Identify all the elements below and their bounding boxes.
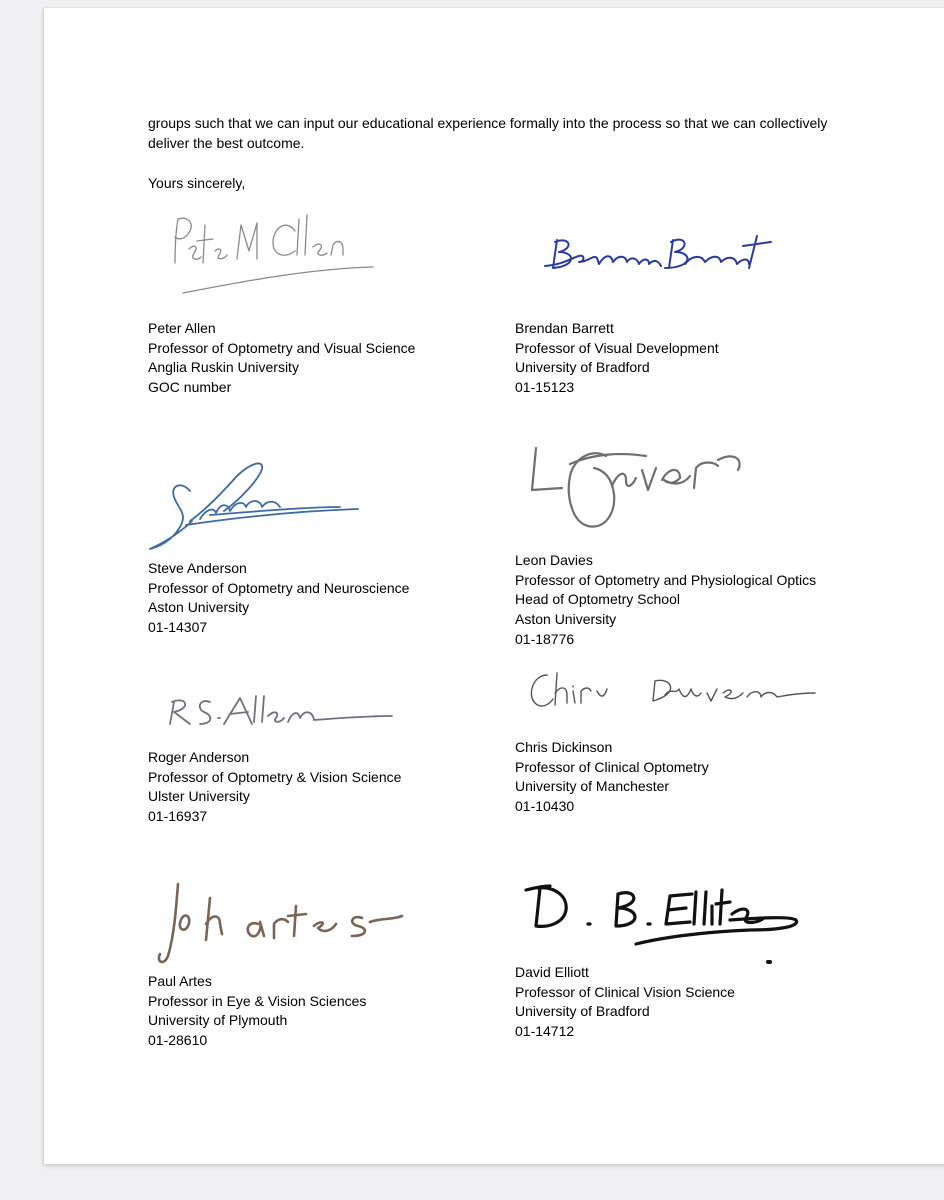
- signatory-name: Brendan Barrett: [515, 320, 614, 336]
- signatory-affiliation: Aston University: [148, 599, 250, 616]
- signatory-affiliation: University of Manchester: [515, 778, 670, 795]
- signatory-title: Professor of Clinical Vision Science: [515, 983, 735, 1000]
- signatory-block: [515, 738, 709, 817]
- signature-david-elliott: [520, 880, 820, 965]
- signatory-block: [148, 748, 401, 827]
- signatory-title: Professor of Optometry & Vision Science: [148, 768, 402, 785]
- signatory-block: [515, 963, 735, 1042]
- signature-brendan-barrett: [535, 228, 795, 283]
- signatory-registration: 01-28610: [148, 1032, 208, 1049]
- signatory-name: Leon Davies: [515, 552, 593, 568]
- signatory-block: [515, 551, 816, 650]
- signatory-affiliation: Ulster University: [148, 788, 250, 805]
- signatory-name: Steve Anderson: [148, 560, 247, 576]
- signatory-title: Professor of Optometry and Visual Science: [148, 339, 416, 356]
- signatory-affiliation: Aston University: [515, 611, 617, 628]
- signature-chris-dickinson: [525, 665, 820, 715]
- signatory-block: [515, 319, 719, 398]
- signatory-name: Peter Allen: [148, 320, 216, 336]
- signatory-registration: 01-18776: [515, 630, 575, 647]
- signatory-registration: 01-15123: [515, 379, 575, 396]
- signatory-block: [148, 559, 409, 638]
- signatory-title: Professor of Visual Development: [515, 339, 719, 356]
- signatory-name: Chris Dickinson: [515, 739, 613, 755]
- signatory-affiliation: University of Plymouth: [148, 1012, 288, 1029]
- signatory-title: Professor of Optometry and Physiological Optics: [515, 571, 817, 588]
- signatory-registration: 01-10430: [515, 798, 575, 815]
- signatory-registration: GOC number: [148, 379, 232, 396]
- signatory-registration: 01-14307: [148, 619, 208, 636]
- signatory-registration: 01-14712: [515, 1023, 575, 1040]
- signature-roger-anderson: [160, 690, 400, 740]
- signatory-block: [148, 972, 366, 1051]
- signatory-name: David Elliott: [515, 964, 589, 980]
- signatory-affiliation: University of Bradford: [515, 1003, 650, 1020]
- signatory-name: Paul Artes: [148, 973, 212, 989]
- signatory-registration: 01-16937: [148, 808, 208, 825]
- signatory-block: [148, 319, 415, 398]
- signatory-title: Professor of Optometry and Neuroscience: [148, 579, 410, 596]
- signature-steve-anderson: [140, 455, 370, 560]
- signature-paul-artes: [148, 870, 423, 975]
- letter-closing: Yours sincerely,: [148, 175, 246, 191]
- signatory-affiliation: Anglia Ruskin University: [148, 359, 299, 376]
- signatory-affiliation: University of Bradford: [515, 359, 650, 376]
- signatory-title: Professor in Eye & Vision Sciences: [148, 992, 367, 1009]
- signature-leon-davies: [522, 428, 762, 538]
- signature-peter-allen: [145, 205, 385, 300]
- signatory-name: Roger Anderson: [148, 749, 250, 765]
- signatory-role: Head of Optometry School: [515, 591, 680, 608]
- signatory-title: Professor of Clinical Optometry: [515, 758, 709, 775]
- letter-paragraph: groups such that we can input our educational experience formally into the process so that we can collectively deliver the best outcome.: [148, 115, 828, 151]
